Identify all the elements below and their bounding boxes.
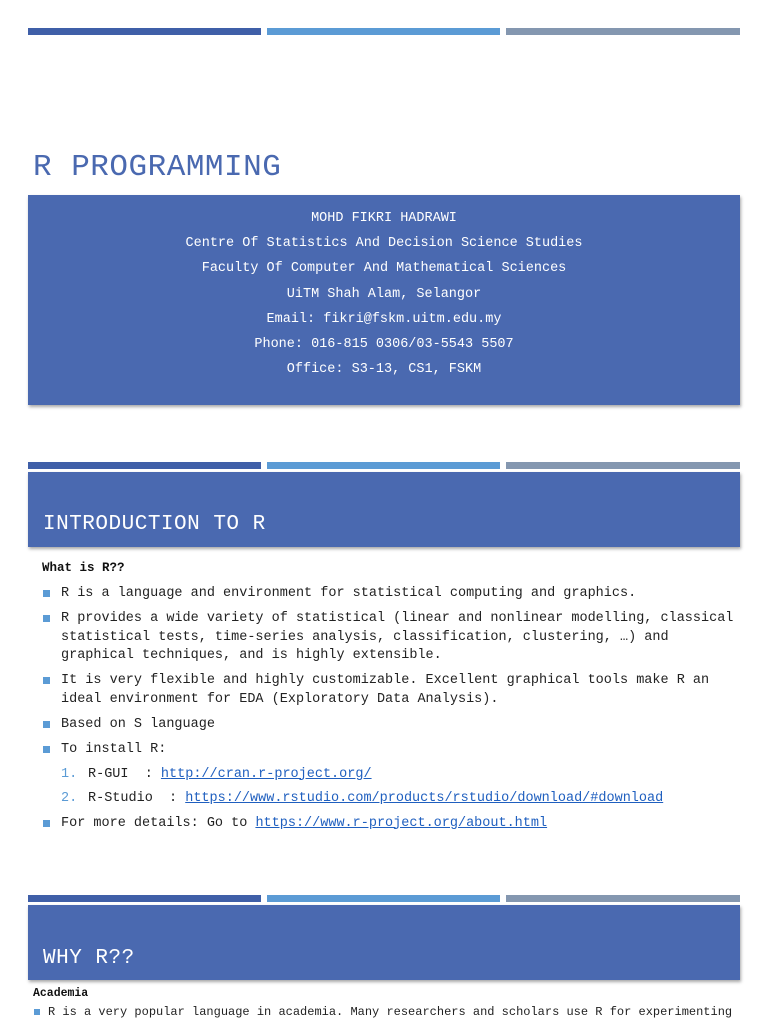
bullet-square-icon (43, 746, 50, 753)
stripe-dark (28, 895, 261, 902)
list-item (42, 585, 742, 604)
author-info-box (28, 195, 740, 405)
author-faculty: Faculty Of Computer And Mathematical Sciences (201, 261, 567, 277)
bullet-list (42, 585, 742, 759)
rstudio-download-link[interactable]: https://www.rstudio.com/products/rstudio/download/#download (185, 791, 664, 806)
subtitle-what-is-r: What is R?? (42, 561, 125, 575)
install-item-rstudio (42, 790, 742, 808)
r-project-about-link[interactable]: https://www.r-project.org/about.html (255, 815, 548, 831)
list-item (42, 610, 742, 666)
decorative-stripes (28, 895, 740, 903)
bullet-text: For more details: Go to (61, 815, 256, 831)
bullet-text: Based on S language (61, 716, 215, 732)
author-name: MOHD FIKRI HADRAWI (311, 211, 457, 226)
bullet-square-icon (43, 590, 50, 597)
author-phone: Phone: 016-815 0306/03-5543 5507 (254, 337, 514, 353)
stripe-dark (28, 462, 261, 469)
install-item-rgui (42, 766, 742, 784)
slide-title: R PROGRAMMING (33, 150, 282, 185)
subtitle-academia: Academia (33, 987, 89, 1000)
bullet-text: To install R: (61, 741, 167, 757)
list-number: 1. (61, 766, 78, 782)
intro-content (42, 585, 742, 840)
author-email: Email: fikri@fskm.uitm.edu.my (266, 311, 502, 327)
stripe-dark (28, 28, 261, 35)
bullet-square-icon (43, 677, 50, 684)
list-item (42, 815, 742, 834)
install-label: R-GUI : (88, 766, 161, 782)
bullet-list (42, 815, 742, 834)
list-item (42, 672, 742, 709)
author-office: Office: S3-13, CS1, FSKM (286, 362, 482, 378)
why-content (33, 1005, 753, 1019)
bullet-text: R is a very popular language in academia. Many researchers and scholars use R for experimenting (48, 1005, 733, 1019)
decorative-stripes (28, 462, 740, 470)
install-label: R-Studio : (88, 791, 186, 806)
bullet-square-icon (43, 615, 50, 622)
list-number: 2. (61, 791, 78, 806)
stripe-light (267, 462, 500, 469)
section-title-introduction: INTRODUCTION TO R (28, 472, 740, 547)
author-location: UiTM Shah Alam, Selangor (286, 286, 482, 302)
stripe-light (267, 28, 500, 35)
stripe-gray (506, 895, 740, 902)
section-title-why-r: WHY R?? (28, 905, 740, 980)
install-list (42, 766, 742, 809)
list-item (42, 716, 742, 735)
author-centre: Centre Of Statistics And Decision Science Studies (185, 236, 583, 252)
stripe-gray (506, 462, 740, 469)
bullet-square-icon (34, 1009, 40, 1015)
bullet-text: R provides a wide variety of statistical (linear and nonlinear modelling, classical statistical tests, time-series analysis, classification, clustering, …) and graphical techniques, and is highly extensible. (61, 611, 734, 663)
bullet-square-icon (43, 721, 50, 728)
cran-link[interactable]: http://cran.r-project.org/ (160, 766, 372, 782)
stripe-light (267, 895, 500, 902)
bullet-text: R is a language and environment for statistical computing and graphics. (61, 586, 637, 601)
bullet-text: It is very flexible and highly customizable. Excellent graphical tools make R an ideal environment for EDA (Exploratory Data Analysis). (61, 673, 710, 707)
stripe-gray (506, 28, 740, 35)
list-item (42, 741, 742, 760)
bullet-square-icon (43, 820, 50, 827)
decorative-stripes (28, 28, 740, 36)
